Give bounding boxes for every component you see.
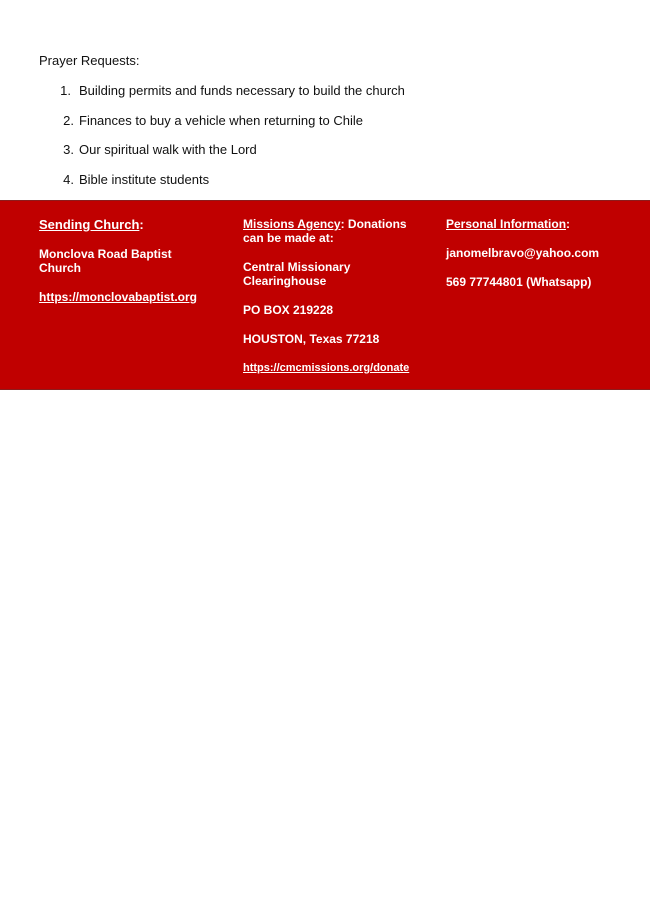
sending-church-column bbox=[39, 217, 209, 304]
personal-information-title-colon: : bbox=[566, 217, 571, 231]
sending-church-name: Monclova Road Baptist Church bbox=[39, 247, 172, 275]
sending-church-title-colon: : bbox=[139, 217, 144, 232]
prayer-requests-section bbox=[39, 53, 599, 201]
list-item bbox=[39, 172, 599, 202]
missions-agency-name: Central Missionary Clearinghouse bbox=[243, 260, 351, 288]
list-item-number: 2. bbox=[63, 112, 74, 128]
list-item-number: 1. bbox=[60, 83, 71, 98]
personal-information-title-text: Personal Information bbox=[446, 217, 567, 231]
personal-email[interactable]: janomelbravo@yahoo.com bbox=[446, 246, 600, 260]
personal-phone: 569 77744801 (Whatsapp) bbox=[446, 275, 592, 289]
missions-agency-link-wrap bbox=[243, 360, 411, 375]
personal-information-title bbox=[446, 217, 631, 231]
prayer-requests-list bbox=[39, 83, 599, 201]
sending-church-link-wrap bbox=[39, 290, 209, 304]
contact-footer-band bbox=[0, 200, 650, 390]
sending-church-title bbox=[39, 217, 209, 233]
missions-agency-donate-link[interactable]: https://cmcmissions.org/donate bbox=[243, 362, 410, 374]
missions-agency-title bbox=[243, 217, 411, 245]
missions-agency-po-box: PO BOX 219228 bbox=[243, 303, 334, 317]
list-item-text: Our spiritual walk with the Lord bbox=[79, 142, 257, 157]
sending-church-link[interactable]: https://monclovabaptist.org bbox=[39, 290, 198, 304]
missions-agency-title-suffix: : Donations can be made at: bbox=[243, 217, 407, 245]
list-item-number: 3. bbox=[63, 142, 74, 157]
list-item-text: Building permits and funds necessary to build the church bbox=[79, 83, 405, 98]
sending-church-title-text: Sending Church bbox=[39, 217, 140, 232]
personal-information-column bbox=[446, 217, 631, 289]
list-item bbox=[39, 113, 599, 143]
missions-agency-city: HOUSTON, Texas 77218 bbox=[243, 332, 380, 346]
list-item bbox=[39, 142, 599, 172]
list-item-text: Finances to buy a vehicle when returning to Chile bbox=[79, 112, 363, 128]
prayer-requests-heading: Prayer Requests: bbox=[39, 53, 140, 68]
list-item-number: 4. bbox=[63, 171, 74, 187]
missions-agency-column bbox=[243, 217, 411, 375]
list-item bbox=[39, 83, 599, 113]
missions-agency-title-text: Missions Agency bbox=[243, 217, 341, 231]
list-item-text: Bible institute students bbox=[79, 171, 210, 187]
